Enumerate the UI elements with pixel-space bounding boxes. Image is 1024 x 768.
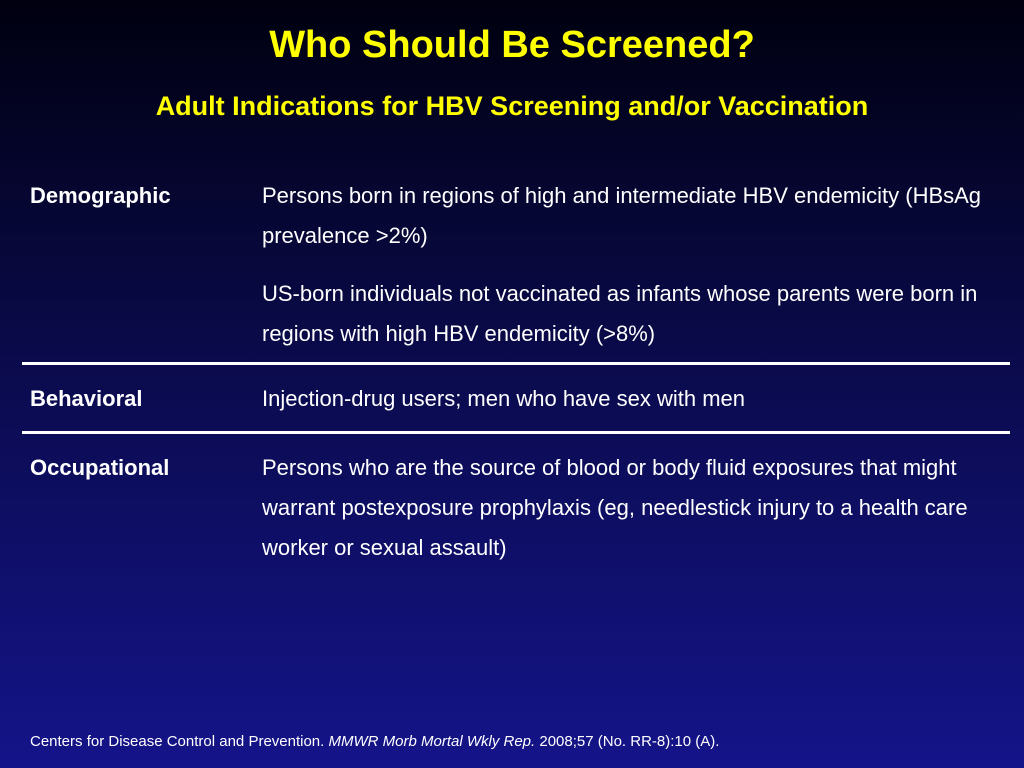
- indications-table: [22, 176, 1010, 568]
- category-label: Occupational: [30, 455, 170, 480]
- slide-subtitle: Adult Indications for HBV Screening and/or Vaccination: [155, 91, 869, 121]
- table-row-behavioral: [22, 373, 1010, 423]
- citation-details: 2008;57 (No. RR-8):10 (A).: [539, 733, 720, 750]
- row-divider: [22, 362, 1010, 365]
- description-text: Injection-drug users; men who have sex with men: [262, 386, 746, 411]
- description-text: Persons who are the source of blood or body fluid exposures that might warrant postexposure prophylaxis (eg, needlestick injury to a health care worker or sexual assault): [262, 455, 968, 560]
- description-text: Persons born in regions of high and intermediate HBV endemicity (HBsAg prevalence >2%): [262, 183, 982, 248]
- category-description: [260, 448, 982, 568]
- description-text: US-born individuals not vaccinated as infants whose parents were born in regions with high HBV endemicity (>8%): [262, 281, 978, 346]
- table-row-occupational: [22, 442, 1010, 568]
- citation-journal: MMWR Morb Mortal Wkly Rep.: [328, 733, 536, 750]
- citation-source: Centers for Disease Control and Prevention.: [30, 733, 325, 750]
- category-description: [260, 176, 982, 354]
- category-label: Behavioral: [30, 386, 143, 411]
- row-divider: [22, 431, 1010, 434]
- table-row-demographic: [22, 176, 1010, 354]
- slide-title: Who Should Be Screened?: [269, 24, 755, 66]
- category-label: Demographic: [30, 183, 171, 208]
- category-description: [260, 379, 982, 419]
- citation-footer: [30, 731, 719, 753]
